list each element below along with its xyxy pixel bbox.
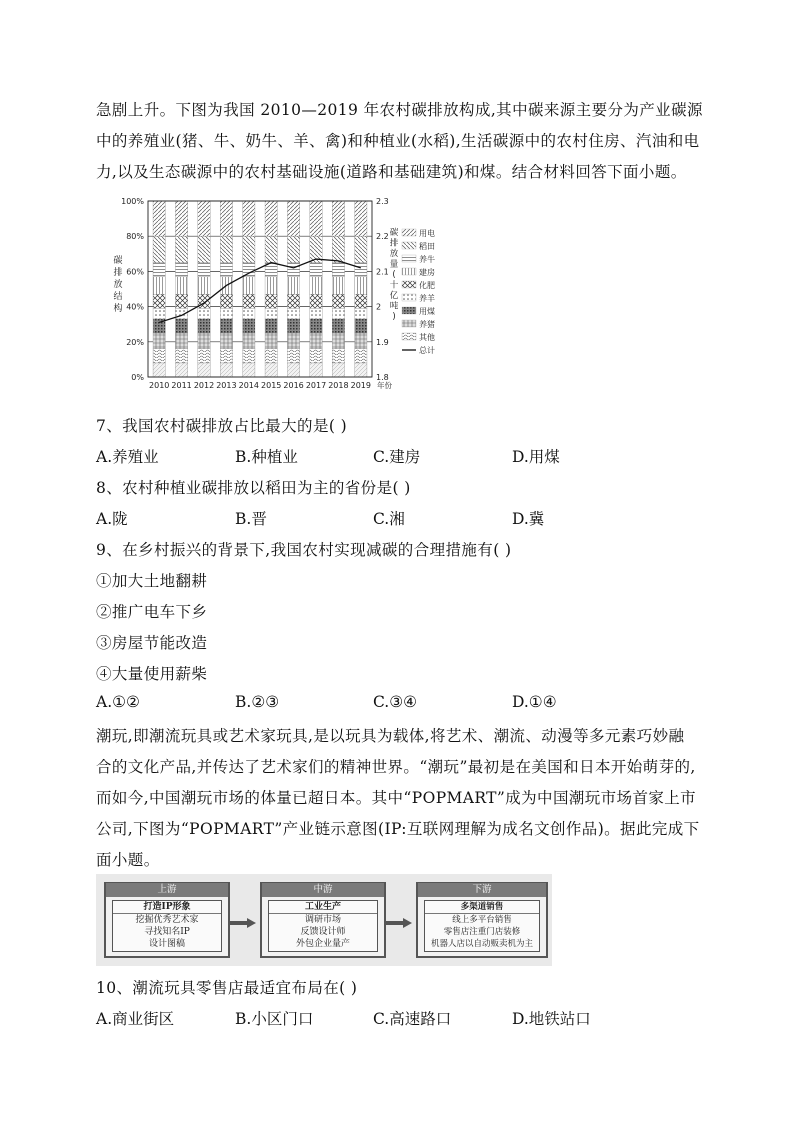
bar-segment	[175, 363, 187, 377]
bar-segment	[332, 263, 344, 277]
y-left-tick-label: 60%	[126, 267, 144, 277]
bar-segment	[332, 201, 344, 236]
bar-segment	[287, 333, 299, 349]
y-right-axis-label-char: 十	[389, 280, 399, 291]
bar-segment	[355, 349, 367, 363]
q10-option-d[interactable]: D.地铁站口	[512, 1010, 591, 1028]
bar-segment	[265, 333, 277, 349]
total-line	[159, 259, 361, 322]
q9-item-4: ④大量使用薪柴	[96, 665, 208, 683]
y-right-axis-label-char: )	[392, 312, 396, 322]
q9-option-d[interactable]: D.①④	[512, 693, 557, 711]
q8-option-d[interactable]: D.冀	[512, 510, 545, 528]
q7-option-b[interactable]: B.种植业	[235, 448, 298, 466]
bar-segment	[175, 201, 187, 236]
downstream-line-3: 机器人店以自动贩卖机为主	[430, 939, 533, 949]
bar-segment	[332, 277, 344, 295]
y-right-tick-label: 1.8	[376, 373, 389, 382]
bar-segment	[265, 277, 277, 295]
q7-option-a[interactable]: A.养殖业	[96, 448, 159, 466]
y-right-tick-label: 2.2	[376, 232, 389, 242]
y-left-axis-label-char: 排	[113, 268, 123, 278]
intro-line-3: 力,以及生态碳源中的农村基础设施(道路和基础建筑)和煤。结合材料回答下面小题。	[96, 163, 687, 181]
bar-segment	[287, 236, 299, 262]
y-left-tick-label: 40%	[126, 302, 144, 312]
legend-label: 用电	[419, 229, 435, 238]
bar-segment	[153, 277, 165, 295]
bar-segment	[265, 349, 277, 363]
bar-segment	[332, 349, 344, 363]
y-right-axis-label-char: 排	[389, 238, 399, 249]
x-tick-label: 2013	[216, 381, 237, 390]
bar-segment	[175, 263, 187, 277]
q8-option-b[interactable]: B.晋	[235, 510, 267, 528]
bar-segment	[153, 333, 165, 349]
arrow-right-icon	[230, 918, 256, 928]
passage2-line-5: 面小题。	[96, 851, 160, 869]
q9-item-1: ①加大土地翻耕	[96, 572, 208, 590]
midstream-body	[268, 900, 378, 952]
bar-segment	[265, 294, 277, 308]
bar-segment	[220, 236, 232, 262]
legend-swatch	[402, 294, 416, 301]
downstream-title: 多渠道销售	[425, 901, 539, 914]
question-7: 7、我国农村碳排放占比最大的是( )	[96, 417, 348, 435]
q8-option-a[interactable]: A.陇	[96, 510, 128, 528]
bar-segment	[198, 294, 210, 308]
y-left-tick-label: 100%	[121, 197, 144, 206]
bar-segment	[243, 263, 255, 277]
x-tick-label: 2012	[193, 381, 215, 390]
bar-segment	[332, 363, 344, 377]
bar-segment	[220, 333, 232, 349]
bar-segment	[198, 263, 210, 277]
midstream-line-1: 调研市场	[304, 915, 341, 925]
bar-segment	[243, 333, 255, 349]
chain-stage-midstream	[260, 882, 386, 958]
question-9: 9、在乡村振兴的背景下,我国农村实现减碳的合理措施有( )	[96, 541, 512, 559]
passage2-line-3: 而如今,中国潮玩市场的体量已超日本。其中“POPMART”成为中国潮玩市场首家上市	[96, 789, 697, 807]
y-right-axis-label-char: 亿	[389, 291, 399, 301]
bar-segment	[243, 236, 255, 262]
y-left-axis-label-char: 放	[113, 280, 123, 290]
y-right-axis-label-char: 量	[389, 259, 399, 270]
intro-line-1: 急剧上升。下图为我国 2010—2019 年农村碳排放构成,其中碳来源主要分为产业碳源	[96, 101, 703, 119]
bar-segment	[310, 294, 322, 308]
bar-segment	[198, 349, 210, 363]
y-left-axis-label-char: 碳	[113, 256, 123, 266]
q10-option-b[interactable]: B.小区门口	[235, 1010, 314, 1028]
intro-line-2: 中的养殖业(猪、牛、奶牛、羊、禽)和种植业(水稻),生活碳源中的农村住房、汽油和电	[96, 132, 700, 150]
bar-segment	[198, 319, 210, 333]
y-right-axis-label-char: (	[392, 270, 396, 280]
x-tick-label: 2011	[171, 381, 192, 390]
bar-segment	[310, 201, 322, 236]
bar-segment	[220, 363, 232, 377]
q9-option-a[interactable]: A.①②	[96, 693, 140, 711]
x-tick-label: 2019	[350, 381, 371, 390]
bar-segment	[332, 294, 344, 308]
bar-segment	[310, 363, 322, 377]
bar-segment	[355, 201, 367, 236]
bar-segment	[243, 319, 255, 333]
passage2-line-1: 潮玩,即潮流玩具或艺术家玩具,是以玩具为载体,将艺术、潮流、动漫等多元素巧妙融	[96, 727, 685, 745]
bar-segment	[175, 349, 187, 363]
q8-option-c[interactable]: C.湘	[373, 510, 405, 528]
midstream-line-2: 反馈设计师	[300, 927, 346, 937]
bar-segment	[198, 277, 210, 295]
bar-segment	[265, 363, 277, 377]
x-tick-label: 2014	[238, 381, 259, 390]
bar-segment	[332, 319, 344, 333]
x-tick-label: 2017	[305, 381, 327, 390]
midstream-title: 工业生产	[269, 901, 377, 914]
x-tick-label: 2016	[283, 381, 304, 390]
legend-swatch	[402, 333, 416, 340]
carbon-emission-chart	[110, 193, 440, 395]
bar-segment	[355, 294, 367, 308]
midstream-head: 中游	[262, 883, 384, 897]
legend-swatch	[402, 242, 416, 249]
bar-segment	[220, 308, 232, 319]
bar-segment	[243, 201, 255, 236]
bar-segment	[355, 333, 367, 349]
bar-segment	[198, 308, 210, 319]
bar-segment	[153, 294, 165, 308]
q9-option-c[interactable]: C.③④	[373, 693, 418, 711]
y-left-axis-label-char: 结	[113, 292, 123, 302]
bar-segment	[265, 308, 277, 319]
x-tick-label: 2015	[261, 381, 282, 390]
bar-segment	[175, 333, 187, 349]
bar-segment	[175, 294, 187, 308]
q9-option-b[interactable]: B.②③	[235, 693, 280, 711]
q9-item-3: ③房屋节能改造	[96, 634, 208, 652]
bar-segment	[220, 294, 232, 308]
midstream-line-3: 外包企业量产	[295, 939, 350, 949]
legend-label: 其他	[419, 333, 435, 342]
legend-label: 总计	[419, 346, 435, 355]
legend-label: 化肥	[419, 281, 435, 290]
legend-swatch	[402, 268, 416, 275]
bar-segment	[287, 263, 299, 277]
y-right-tick-label: 2	[376, 302, 382, 312]
bar-segment	[243, 294, 255, 308]
bar-segment	[310, 319, 322, 333]
popmart-industry-chain	[96, 874, 552, 966]
x-tick-label: 2010	[149, 381, 170, 390]
bar-segment	[332, 308, 344, 319]
bar-segment	[287, 294, 299, 308]
bar-segment	[287, 308, 299, 319]
bar-segment	[153, 349, 165, 363]
downstream-line-1: 线上多平台销售	[452, 915, 512, 925]
legend-swatch	[402, 307, 416, 314]
bar-segment	[355, 277, 367, 295]
bar-segment	[287, 319, 299, 333]
y-left-axis-label-char: 构	[113, 304, 123, 314]
bar-segment	[153, 263, 165, 277]
bar-segment	[287, 363, 299, 377]
passage2-line-4: 公司,下图为“POPMART”产业链示意图(IP:互联网理解为成名文创作品)。据此完成下	[96, 820, 700, 838]
q9-item-2: ②推广电车下乡	[96, 603, 208, 621]
arrow-right-icon	[386, 918, 412, 928]
upstream-head: 上游	[106, 883, 228, 897]
bar-segment	[355, 263, 367, 277]
bar-segment	[220, 349, 232, 363]
bar-segment	[355, 236, 367, 262]
q7-option-d[interactable]: D.用煤	[512, 448, 560, 466]
bar-segment	[243, 308, 255, 319]
bar-segment	[198, 363, 210, 377]
bar-segment	[310, 263, 322, 277]
bar-segment	[287, 277, 299, 295]
legend-swatch	[402, 281, 416, 288]
bar-segment	[243, 349, 255, 363]
bar-segment	[287, 201, 299, 236]
upstream-title: 打造IP形象	[113, 901, 221, 914]
bar-segment	[332, 236, 344, 262]
legend-swatch	[402, 255, 416, 262]
bar-segment	[153, 308, 165, 319]
q10-option-a[interactable]: A.商业街区	[96, 1010, 175, 1028]
y-right-tick-label: 1.9	[376, 337, 389, 347]
bar-segment	[175, 319, 187, 333]
y-right-axis-label-char: 碳	[389, 228, 399, 238]
y-right-tick-label: 2.3	[376, 197, 389, 206]
legend-label: 养牛	[419, 255, 435, 264]
bar-segment	[355, 363, 367, 377]
chain-stage-downstream	[416, 882, 548, 958]
bar-segment	[198, 333, 210, 349]
passage2-line-2: 合的文化产品,并传达了艺术家们的精神世界。“潮玩”最初是在美国和日本开始萌芽的,	[96, 758, 696, 776]
bar-segment	[265, 236, 277, 262]
upstream-line-3: 设计图稿	[148, 939, 185, 949]
legend-swatch	[402, 229, 416, 236]
bar-segment	[198, 236, 210, 262]
bar-segment	[220, 319, 232, 333]
y-left-tick-label: 80%	[126, 232, 144, 242]
q7-option-c[interactable]: C.建房	[373, 448, 421, 466]
bar-segment	[243, 277, 255, 295]
legend-label: 养羊	[419, 294, 435, 303]
chain-stage-upstream	[104, 882, 230, 958]
legend-label: 用煤	[419, 307, 435, 316]
bar-segment	[243, 363, 255, 377]
question-8: 8、农村种植业碳排放以稻田为主的省份是( )	[96, 479, 411, 497]
legend-swatch	[402, 320, 416, 327]
x-axis-unit: 年份	[377, 381, 392, 390]
downstream-head: 下游	[418, 883, 546, 897]
y-right-axis-label-char: 吨	[389, 301, 399, 312]
y-left-tick-label: 0%	[131, 373, 144, 382]
bar-segment	[332, 333, 344, 349]
legend-label: 养猪	[419, 320, 435, 329]
bar-segment	[175, 236, 187, 262]
chart-svg	[110, 193, 440, 395]
bar-segment	[175, 277, 187, 295]
bar-segment	[153, 201, 165, 236]
bar-segment	[153, 363, 165, 377]
legend-label: 建房	[419, 268, 435, 277]
downstream-line-2: 零售店注重门店装修	[443, 927, 521, 937]
upstream-body	[112, 900, 222, 952]
bar-segment	[310, 308, 322, 319]
bar-segment	[287, 349, 299, 363]
bar-segment	[198, 201, 210, 236]
bar-segment	[153, 236, 165, 262]
bar-segment	[310, 349, 322, 363]
bar-segment	[220, 201, 232, 236]
bar-segment	[310, 333, 322, 349]
y-left-tick-label: 20%	[126, 337, 144, 347]
upstream-line-2: 寻找知名IP	[144, 927, 190, 937]
bar-segment	[310, 277, 322, 295]
q10-option-c[interactable]: C.高速路口	[373, 1010, 452, 1028]
bar-segment	[355, 308, 367, 319]
bar-segment	[355, 319, 367, 333]
legend-label: 稻田	[419, 242, 435, 251]
x-tick-label: 2018	[328, 381, 349, 390]
upstream-line-1: 挖掘优秀艺术家	[135, 915, 199, 925]
bar-segment	[220, 263, 232, 277]
y-right-tick-label: 2.1	[376, 267, 389, 277]
bar-segment	[265, 201, 277, 236]
bar-segment	[265, 319, 277, 333]
question-10: 10、潮流玩具零售店最适宜布局在( )	[96, 979, 358, 997]
y-right-axis-label-char: 放	[389, 249, 399, 259]
downstream-body	[424, 900, 540, 952]
